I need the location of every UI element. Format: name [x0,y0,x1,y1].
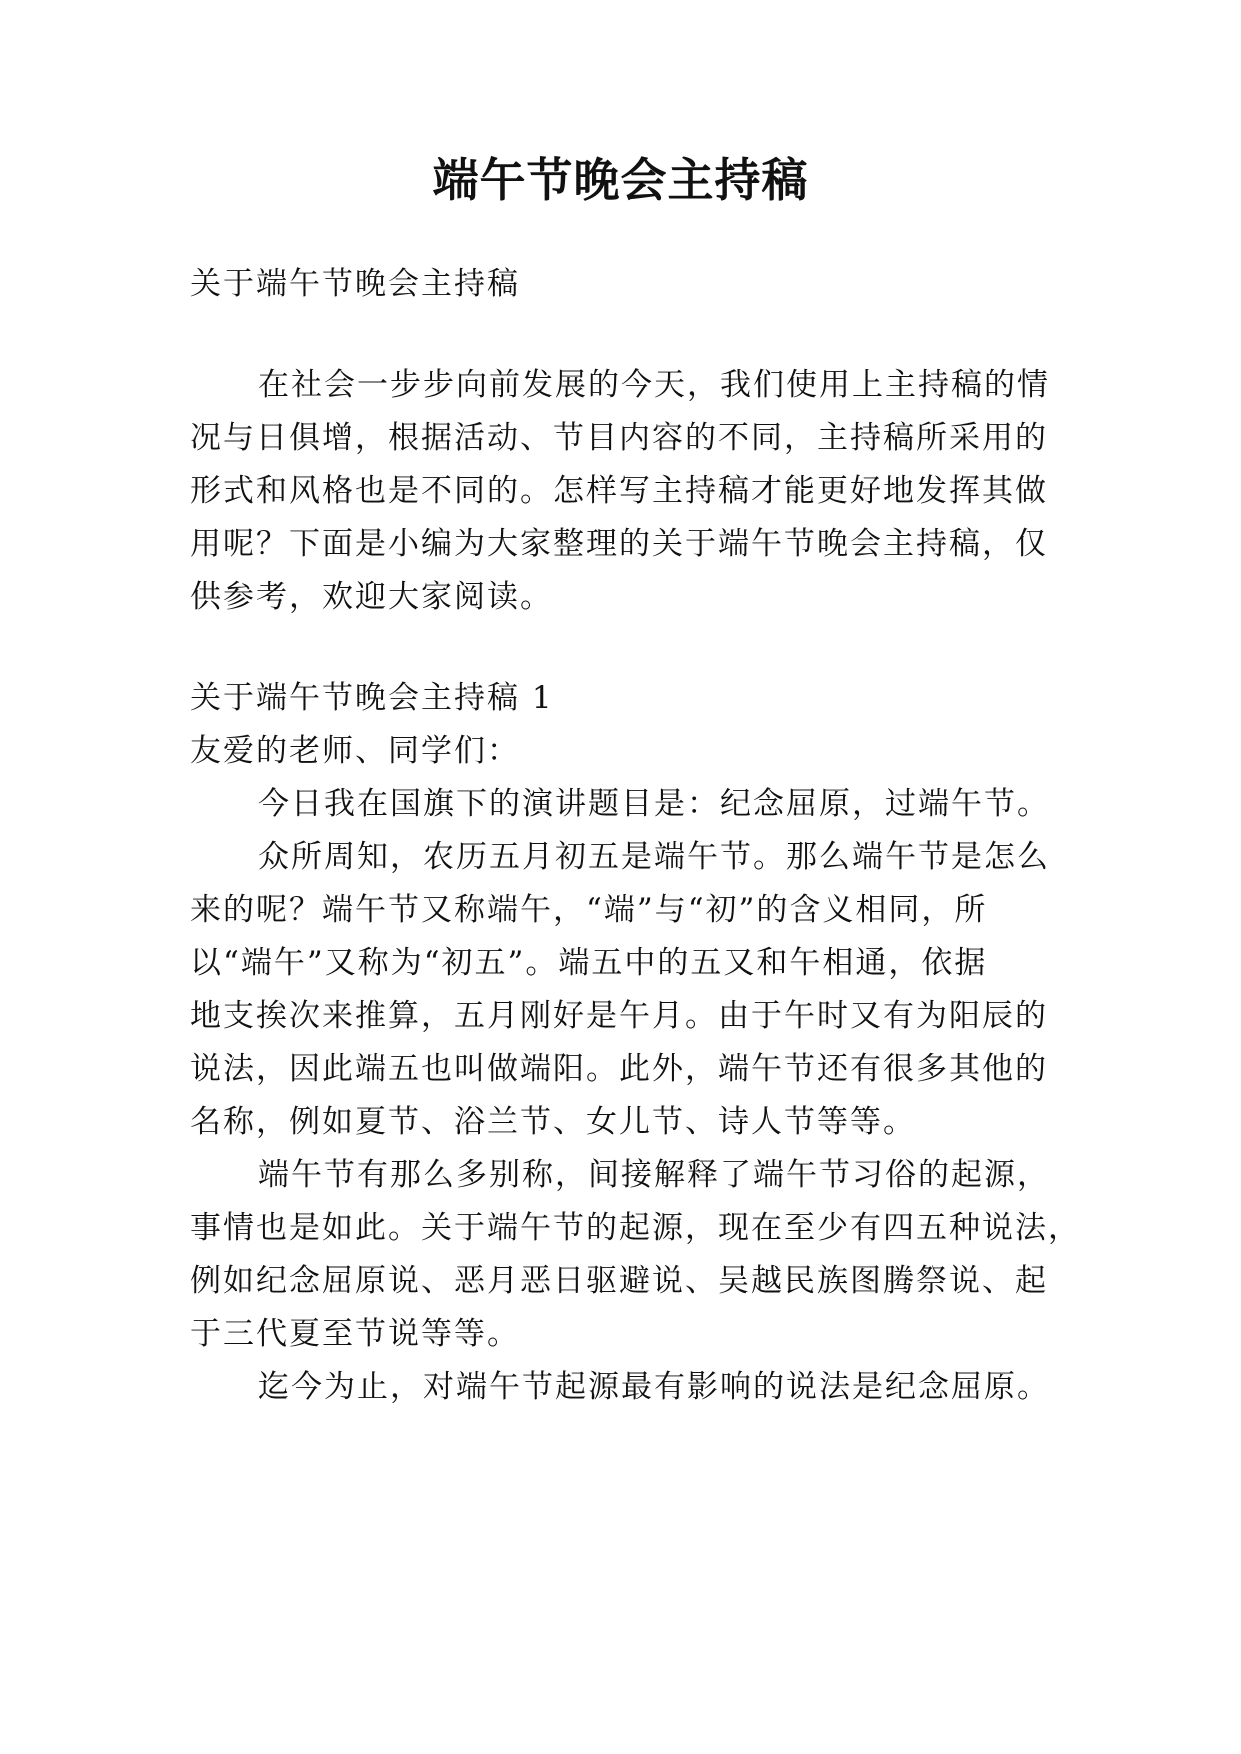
speech-line-11: 于三代夏至节说等等。 [190,1316,520,1352]
speech-line-7: 名称，例如夏节、浴兰节、女儿节、诗人节等等。 [190,1104,916,1140]
salutation: 友爱的老师、同学们： [190,733,520,769]
speech-line-12: 迄今为止，对端午节起源最有影响的说法是纪念屈原。 [258,1369,1050,1405]
speech-line-3: 来的呢？端午节又称端午，“端”与“初”的含义相同，所 [190,892,988,928]
document-title: 端午节晚会主持稿 [432,153,809,207]
intro-line-5: 供参考，欢迎大家阅读。 [190,579,553,615]
speech-line-9: 事情也是如此。关于端午节的起源，现在至少有四五种说法， [190,1210,1081,1246]
speech-line-8: 端午节有那么多别称，间接解释了端午节习俗的起源， [258,1157,1050,1193]
section-heading: 关于端午节晚会主持稿 1 [190,680,554,716]
speech-line-4: 以“端午”又称为“初五”。端五中的五又和午相通，依据 [190,945,988,981]
intro-line-3: 形式和风格也是不同的。怎样写主持稿才能更好地发挥其做 [190,473,1048,509]
speech-line-6: 说法，因此端五也叫做端阳。此外，端午节还有很多其他的 [190,1051,1048,1087]
intro-line-2: 况与日俱增，根据活动、节目内容的不同，主持稿所采用的 [190,420,1048,456]
speech-line-5: 地支挨次来推算，五月刚好是午月。由于午时又有为阳辰的 [190,998,1048,1034]
intro-line-1: 在社会一步步向前发展的今天，我们使用上主持稿的情 [258,367,1050,403]
speech-line-1: 今日我在国旗下的演讲题目是：纪念屈原，过端午节。 [258,786,1050,822]
subtitle: 关于端午节晚会主持稿 [190,266,520,302]
speech-line-10: 例如纪念屈原说、恶月恶日驱避说、吴越民族图腾祭说、起 [190,1263,1048,1299]
speech-line-2: 众所周知，农历五月初五是端午节。那么端午节是怎么 [258,839,1050,875]
intro-line-4: 用呢？下面是小编为大家整理的关于端午节晚会主持稿，仅 [190,526,1048,562]
